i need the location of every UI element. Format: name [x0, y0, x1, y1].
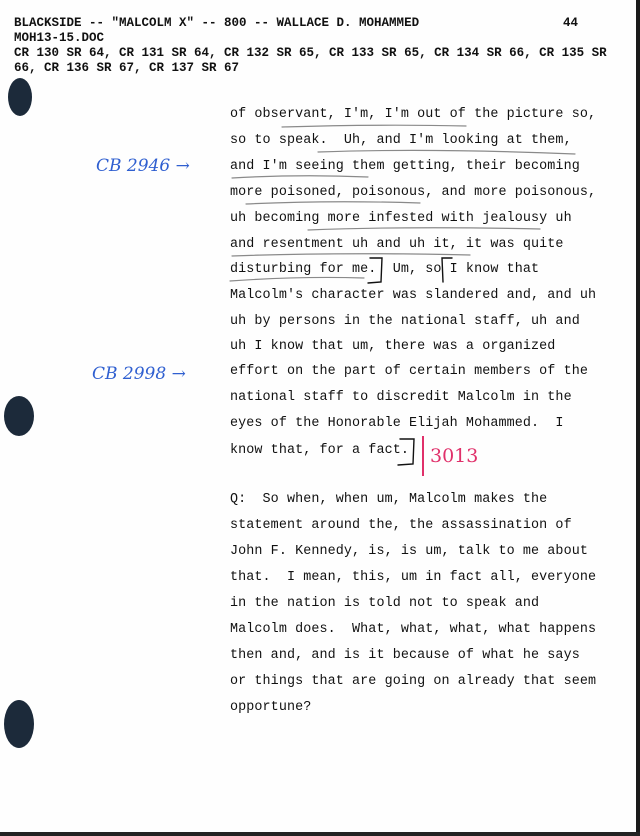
timecode-annotation: [422, 436, 478, 476]
body-line: in the nation is told not to speak and: [230, 596, 540, 611]
body-line: that. I mean, this, um in fact all, everyone: [230, 570, 597, 585]
body-line: eyes of the Honorable Elijah Mohammed. I: [230, 416, 564, 431]
body-line: uh becoming more infested with jealousy uh: [230, 211, 572, 226]
body-line: uh by persons in the national staff, uh and: [230, 314, 580, 329]
page-number: 44: [563, 16, 579, 30]
body-line: then and, and is it because of what he says: [230, 648, 580, 663]
timecode-bracket-end: [398, 439, 414, 465]
body-line: know that, for a fact.: [230, 443, 409, 458]
cb-annotation-text: CB 2998: [92, 364, 167, 384]
pencil-underline: [230, 277, 364, 281]
body-line: uh I know that um, there was a organized: [230, 339, 556, 354]
cb-annotation: [92, 364, 186, 384]
timecode-bracket-start: [442, 258, 452, 282]
body-line: more poisoned, poisonous, and more poisonous,: [230, 185, 597, 200]
pencil-underline: [232, 254, 470, 256]
body-line: statement around the, the assassination of: [230, 518, 572, 533]
body-line: or things that are going on already that seem: [230, 674, 597, 689]
body-line: so to speak. Uh, and I'm looking at them,: [230, 133, 572, 148]
body-line: disturbing for me. Um, so I know that: [230, 262, 540, 277]
body-line: of observant, I'm, I'm out of the picture so,: [230, 107, 597, 122]
cb-annotation-text: CB 2946: [96, 156, 171, 176]
body-line: John F. Kennedy, is, is um, talk to me about: [230, 544, 588, 559]
pencil-underline: [282, 125, 466, 127]
header-filename: MOH13-15.DOC: [14, 31, 105, 45]
timecode-text: 3013: [430, 445, 479, 467]
pencil-underline: [232, 176, 368, 178]
scan-edge-right: [636, 0, 640, 836]
scan-edge-bottom: [0, 832, 640, 836]
body-line: Malcolm does. What, what, what, what happens: [230, 622, 597, 637]
body-line: Malcolm's character was slandered and, and uh: [230, 288, 597, 303]
body-line: and resentment uh and uh it, it was quite: [230, 237, 564, 252]
timecode-bracket-end: [368, 258, 382, 283]
arrow-right-icon: →: [170, 156, 190, 176]
cb-annotation: [96, 156, 190, 176]
body-line: Q: So when, when um, Malcolm makes the: [230, 492, 548, 507]
body-line: opportune?: [230, 700, 312, 715]
body-line: national staff to discredit Malcolm in the: [230, 390, 572, 405]
pencil-underline: [318, 150, 575, 154]
body-line: effort on the part of certain members of the: [230, 364, 588, 379]
header-codes-line2: 66, CR 136 SR 67, CR 137 SR 67: [14, 61, 240, 75]
header-title: BLACKSIDE -- "MALCOLM X" -- 800 -- WALLACE D. MOHAMMED: [14, 16, 420, 30]
pencil-underline: [308, 228, 540, 230]
header-codes-line1: CR 130 SR 64, CR 131 SR 64, CR 132 SR 65, CR 133 SR 65, CR 134 SR 66, CR 135 SR: [14, 46, 607, 60]
pencil-underline: [246, 202, 420, 204]
arrow-right-icon: →: [166, 364, 186, 384]
body-line: and I'm seeing them getting, their becoming: [230, 159, 580, 174]
